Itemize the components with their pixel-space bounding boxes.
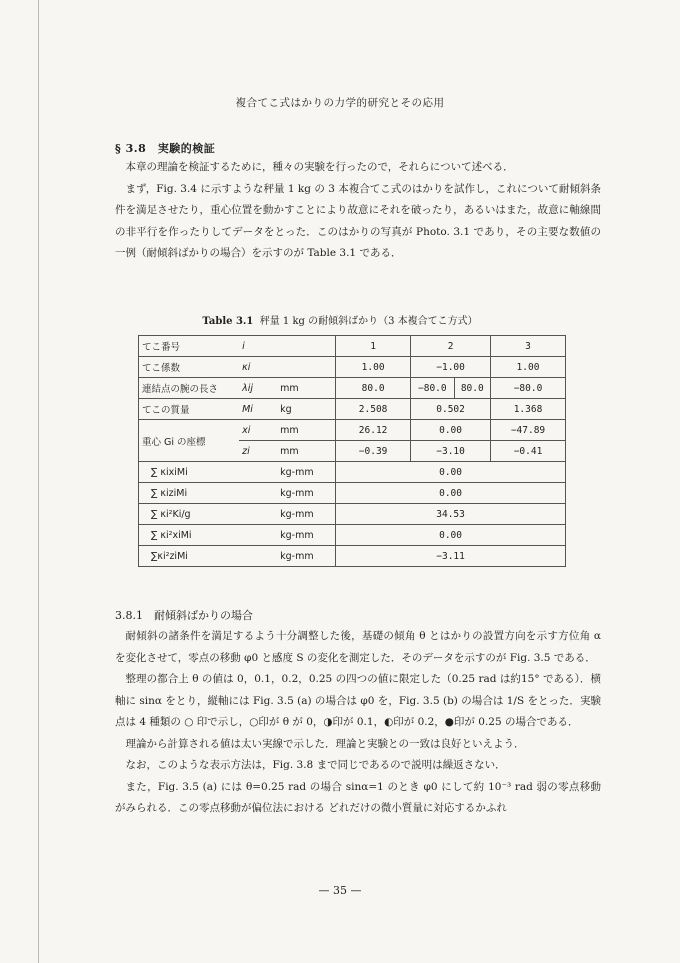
table-cell: −1.00 [411,357,491,378]
table-caption-label: Table 3.1 [202,316,254,327]
table-cell: 1.00 [491,357,566,378]
table-cell: 2 [411,336,491,357]
table-cell: 0.00 [336,483,566,504]
table-cell: −80.0 [411,378,454,399]
table-cell: てこ番号 [139,336,240,357]
table-caption [0,312,680,327]
table-cell: ∑ κixiMi [139,462,278,483]
table-cell: −3.11 [336,546,566,567]
table-cell: ∑ κiziMi [139,483,278,504]
table-cell [277,336,336,357]
table-cell: −47.89 [491,420,566,441]
table-cell: 0.00 [336,462,566,483]
body-paragraph-2: 整理の都合上 θ の値は 0，0.1，0.2，0.25 の四つの値に限定した（0.25 rad は約15° である）．横軸に sinα をとり，縦軸には Fig. 3.5 (a) の場合は φ0 を，Fig. 3.5 (b) の場合は 1/S をとった．実験点は 4 種類の ○ 印で示し，○印が θ が 0，◑印が 0.1，◐印が 0.2，●印が 0.25 の場合である． [115,673,601,728]
table-cell: xi [239,420,277,441]
intro-paragraph-1: 本章の理論を検証するために，種々の実験を行ったので，それらについて述べる． [125,161,514,173]
subsection-title: 3.8.1 耐傾斜ばかりの場合 [115,609,253,622]
table-cell: ∑κi²ziMi [139,546,278,567]
table-cell: kg-mm [277,525,336,546]
table-cell: 26.12 [336,420,411,441]
body-paragraph-3: 理論から計算される値は太い実線で示した．理論と実験との一致は良好といえよう． [125,737,525,750]
table-cell: 80.0 [454,378,490,399]
table-cell: kg-mm [277,546,336,567]
table-cell: ∑ κi²Ki/g [139,504,278,525]
table-cell: −3.10 [411,441,491,462]
table-cell: mm [277,441,336,462]
table-3-1 [138,335,566,567]
binding-margin-line [38,0,39,963]
table-cell: 0.00 [336,525,566,546]
table-cell: 34.53 [336,504,566,525]
body-paragraph-1: 耐傾斜の諸条件を満足するよう十分調整した後，基礎の傾角 θ とはかりの設置方向を示す方位角 α を変化させて，零点の移動 φ0 と感度 S の変化を測定した．そのデータを示すのが Fig. 3.5 である． [115,630,601,664]
table-cell [277,357,336,378]
table-cell: てこ係数 [139,357,240,378]
table-cell: κi [239,357,277,378]
table-cell: 0.502 [411,399,491,420]
table-cell: 2.508 [336,399,411,420]
table-cell: kg-mm [277,504,336,525]
table-row [139,399,566,420]
table-cell: mm [277,378,336,399]
table-cell: i [239,336,277,357]
body-paragraph-4: なお，このような表示方法は，Fig. 3.8 まで同じであるので説明は繰返さない． [125,759,506,771]
section-title: § 3.8 実験的検証 [115,142,216,155]
intro-paragraph-2: まず，Fig. 3.4 に示すような秤量 1 kg の 3 本複合てこ式のはかりを試作し，これについて耐傾斜条件を満足させたり，重心位置を動かすことにより故意にそれを破ったり，あるいはまた，故意に軸線間の非平行を作ったりしてデータをとった．このはかりの写真が Photo. 3.1 であり，その主要な数値の一例（耐傾斜ばかりの場合）を示すのが Table 3.1 である． [115,182,601,259]
table-row [139,546,566,567]
table-cell: 3 [491,336,566,357]
table-cell: 1 [336,336,411,357]
table-row [139,483,566,504]
table-caption-text: 秤量 1 kg の耐傾斜ばかり（3 本複合てこ方式） [259,316,478,327]
table-cell: 重心 Gi の座標 [139,420,240,462]
running-header: 複合てこ式はかりの力学的研究とその応用 [235,97,445,109]
table-cell: ∑ κi²xiMi [139,525,278,546]
table-cell: Mi [239,399,277,420]
page-number: — 35 — [318,884,362,897]
table-row [139,378,566,399]
body-text [115,626,601,820]
table-cell: kg [277,399,336,420]
table-row [139,357,566,378]
table-row [139,336,566,357]
table-cell: kg-mm [277,483,336,504]
table-cell: −80.0 [491,378,566,399]
intro-text [115,157,601,265]
table-cell: −0.41 [491,441,566,462]
table-row [139,462,566,483]
table-cell: 80.0 [336,378,411,399]
table-cell: 連結点の腕の長さ [139,378,240,399]
table-row [139,504,566,525]
table-cell: zi [239,441,277,462]
body-paragraph-5: また，Fig. 3.5 (a) には θ=0.25 rad の場合 sinα=1 のとき φ0 にして約 10⁻³ rad 弱の零点移動がみられる．この零点移動が偏位法における どれだけの微小質量に対応するかふれ [115,780,601,814]
table-cell: −0.39 [336,441,411,462]
table-cell: 1.00 [336,357,411,378]
table-row [139,525,566,546]
table-cell: 0.00 [411,420,491,441]
table-row [139,420,566,441]
table-cell: てこの質量 [139,399,240,420]
table-cell: kg-mm [277,462,336,483]
table-cell: λij [239,378,277,399]
table-cell: 1.368 [491,399,566,420]
table-cell: mm [277,420,336,441]
